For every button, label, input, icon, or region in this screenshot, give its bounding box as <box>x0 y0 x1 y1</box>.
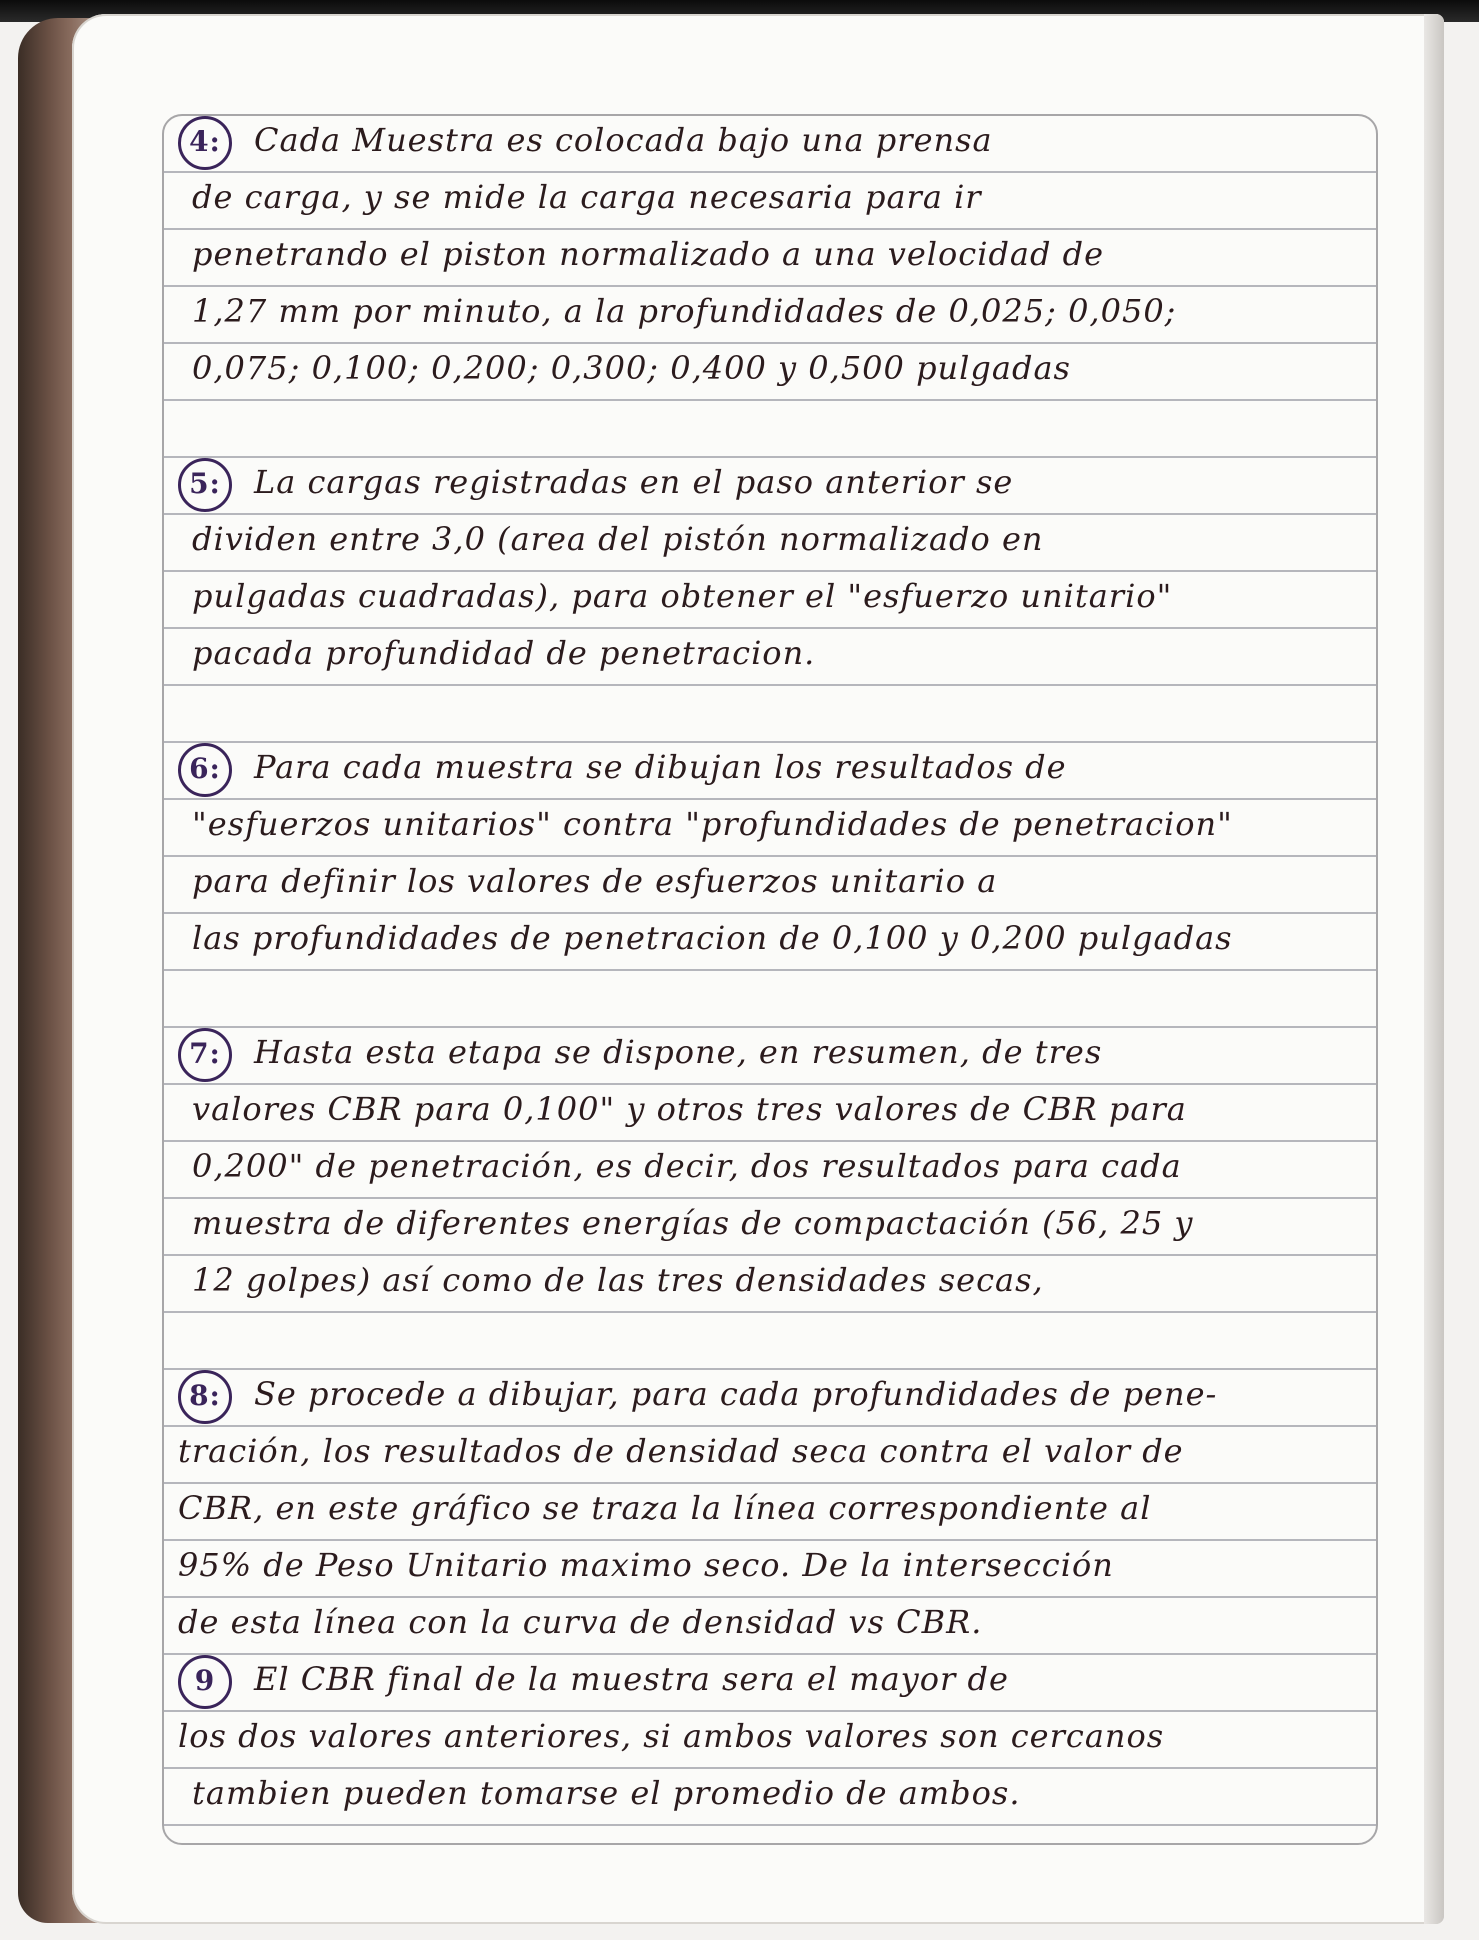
step-4-line-2: de carga, y se mide la carga necesaria para ir <box>192 178 982 216</box>
step-4 <box>178 112 1362 397</box>
step-7-line-3: 0,200" de penetración, es decir, dos resultados para cada <box>192 1147 1182 1185</box>
handwritten-text: Se procede a dibujar, para cada profundidades de pene- <box>254 1375 1218 1413</box>
step-number-badge: 5: <box>178 458 232 512</box>
step-9-line-2: los dos valores anteriores, si ambos valores son cercanos <box>178 1717 1165 1755</box>
step-5 <box>178 454 1362 682</box>
handwritten-text: Para cada muestra se dibujan los resultados de <box>254 748 1067 786</box>
step-4-line-1 <box>178 112 1362 169</box>
step-4-line-5: 0,075; 0,100; 0,200; 0,300; 0,400 y 0,500 pulgadas <box>192 349 1071 387</box>
step-number-badge: 7: <box>178 1028 232 1082</box>
ruled-frame <box>162 114 1378 1845</box>
step-4-line-3: penetrando el piston normalizado a una velocidad de <box>192 235 1105 273</box>
step-number-badge: 9 <box>178 1655 232 1709</box>
step-7-line-4: muestra de diferentes energías de compactación (56, 25 y <box>192 1204 1194 1242</box>
step-number-badge: 4: <box>178 116 232 170</box>
step-5-line-4: pacada profundidad de penetracion. <box>192 634 816 672</box>
step-5-line-1 <box>178 454 1362 511</box>
step-9-line-1 <box>178 1651 1362 1708</box>
step-9-line-3: tambien pueden tomarse el promedio de ambos. <box>192 1774 1021 1812</box>
step-8-line-4: 95% de Peso Unitario maximo seco. De la intersección <box>178 1546 1114 1584</box>
step-8 <box>178 1366 1362 1651</box>
step-6-line-2: "esfuerzos unitarios" contra "profundidades de penetracion" <box>192 805 1233 843</box>
handwritten-text: El CBR final de la muestra sera el mayor de <box>254 1660 1009 1698</box>
handwritten-text: La cargas registradas en el paso anterior se <box>254 463 1014 501</box>
step-8-line-2: tración, los resultados de densidad seca contra el valor de <box>178 1432 1184 1470</box>
page-edge <box>1424 14 1444 1924</box>
step-6 <box>178 739 1362 967</box>
step-number-badge: 8: <box>178 1370 232 1424</box>
handwritten-text: Cada Muestra es colocada bajo una prensa <box>254 121 993 159</box>
step-5-line-3: pulgadas cuadradas), para obtener el "esfuerzo unitario" <box>192 577 1173 615</box>
step-8-line-3: CBR, en este gráfico se traza la línea correspondiente al <box>178 1489 1152 1527</box>
step-6-line-1 <box>178 739 1362 796</box>
notebook-page <box>72 14 1444 1924</box>
step-4-line-4: 1,27 mm por minuto, a la profundidades de 0,025; 0,050; <box>192 292 1177 330</box>
step-6-line-3: para definir los valores de esfuerzos unitario a <box>192 862 998 900</box>
step-8-line-5: de esta línea con la curva de densidad vs CBR. <box>178 1603 983 1641</box>
step-7-line-2: valores CBR para 0,100" y otros tres valores de CBR para <box>192 1090 1187 1128</box>
step-5-line-2: dividen entre 3,0 (area del pistón normalizado en <box>192 520 1044 558</box>
step-7 <box>178 1024 1362 1309</box>
handwritten-text: Hasta esta etapa se dispone, en resumen, de tres <box>254 1033 1103 1071</box>
step-7-line-5: 12 golpes) así como de las tres densidades secas, <box>192 1261 1044 1299</box>
step-8-line-1 <box>178 1366 1362 1423</box>
step-number-badge: 6: <box>178 743 232 797</box>
step-7-line-1 <box>178 1024 1362 1081</box>
step-6-line-4: las profundidades de penetracion de 0,100 y 0,200 pulgadas <box>192 919 1233 957</box>
step-9 <box>178 1651 1362 1822</box>
